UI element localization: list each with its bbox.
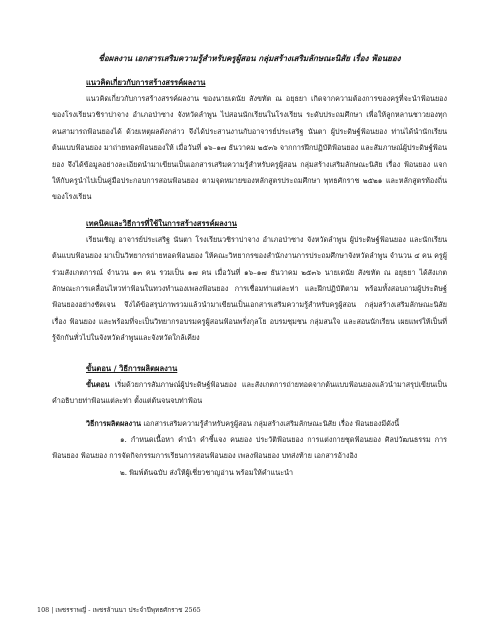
page-footer: 108 | เพชรราพญี่ - เพชรล้านนา ประจำปีพุทธศักราช 2565 bbox=[37, 606, 201, 614]
section-technique bbox=[52, 216, 447, 347]
section-heading-concept: แนวคิดเกี่ยวกับการสร้างสรรค์ผลงาน bbox=[86, 78, 206, 87]
section-steps bbox=[52, 361, 447, 481]
paragraph-technique: เรียนเชิญ อาจารย์ประเสริฐ นันตา โรงเรียนวชิราปาจาง อำเภอป่าซาง จังหวัดลำพูน ผู้ประดิษฐ์ฟ้อนยอง และนักเรียนต้นแบบฟ้อนยอง มาเป็นวิทยากรถ่ายทอดฟ้อนยอง ให้คณะวิทยากรของสำนักงานการประถมศึกษาจังหวัดลำพูน จำนวน ๔ คน ครูผู้ร่วมสังเกตการณ์ จำนวน ๑๓ คน รวมเป็น ๑๗ คน เมื่อวันที่ ๑๖–๑๗ ธันวาคม ๒๕๓๖ นายเดนัย สังขทัต ณ อยุธยา ได้สังเกตลักษณะการเคลื่อนไหวท่าฟ้อนในทวงทำนองเพลงฟ้อนยอง การเชื่อมท่าแต่ละท่า และฝึกปฏิบัติตาม พร้อมทั้งสอบถามผู้ประดิษฐ์ฟ้อนยองอย่างชัดเจน จึงได้ข้อสรุปภาพรวมแล้วนำมาเขียนเป็นเอกสารเสริมความรู้สำหรับครูผู้สอน กลุ่มสร้างเสริมลักษณะนิสัย เรื่อง ฟ้อนยอง และพร้อมที่จะเป็นวิทยากรอบรมครูผู้สอนฟ้อนพรั่งกุลโย อบรมชุมชน กลุ่มสนใจ และสอนนักเรียน เผยแพร่ให้เป็นที่รู้จักกันทั่วไปในจังหวัดลำพูนและจังหวัดใกล้เคียง bbox=[52, 234, 447, 343]
method-lead: วิธีการผลิตผลงาน bbox=[86, 418, 142, 428]
section-heading-technique: เทคนิคและวิธีการที่ใช้ในการสร้างสรรค์ผลงาน bbox=[86, 218, 237, 228]
document-content bbox=[52, 52, 447, 481]
steps-lead: ขั้นตอน bbox=[86, 379, 110, 389]
list-item: ๑. กำหนดเนื้อหา คำนำ คำชี้แจง คนยอง ประวัติฟ้อนยอง การแต่งกายชุดฟ้อนยอง ศิลปวัฒนธรรม การฟ้อนยอง ฟ้อนยอง การจัดกิจกรรมการเรียนการสอนฟ้อนยอง เพลงฟ้อนยอง บทส่งท้าย เอกสารอ้างอิง bbox=[52, 434, 447, 461]
steps-body: เริ่มด้วยการสัมภาษณ์ผู้ประดิษฐ์ฟ้อนยอง และสังเกตการถ่ายทอดจากต้นแบบฟ้อนยองแล้วนำมาสรุปเขียนเป็นคำอธิบายท่าฟ้อนแต่ละท่า ตั้งแต่ต้นจนจบท่าฟ้อน bbox=[52, 379, 447, 406]
paragraph-concept: แนวคิดเกี่ยวกับการสร้างสรรค์ผลงาน ของนายเดนัย สังขทัต ณ อยุธยา เกิดจากความต้องการของครูที่จะนำฟ้อนยองของโรงเรียนวชิราปาจาง อำเภอป่าซาง จังหวัดลำพูน ไปสอนนักเรียนในโรงเรียน ระดับประถมศึกษา เพื่อให้ลูกหลานชาวยองทุกคนสามารถฟ้อนยองได้ ด้วยเหตุผลดังกล่าว จึงได้ประสานงานกับอาจารย์ประเสริฐ นันตา ผู้ประดิษฐ์ฟ้อนยอง ท่านได้นำนักเรียนต้นแบบฟ้อนยอง มาถ่ายทอดฟ้อนยองให้ เมื่อวันที่ ๑๖–๑๗ ธันวาคม ๒๕๓๖ จากการฝึกปฏิบัติฟ้อนยอง และสัมภาษณ์ผู้ประดิษฐ์ฟ้อนยอง จึงได้ข้อมูลอย่างละเอียดนำมาเขียนเป็นเอกสารเสริมความรู้สำหรับครูผู้สอน กลุ่มสร้างเสริมลักษณะนิสัย เรื่อง ฟ้อนยอง แจกให้กับครูนำไปเป็นคู่มือประกอบการสอนฟ้อนยอง ตามจุดหมายของหลักสูตรประถมศึกษา พุทธศักราช ๒๕๒๑ และหลักสูตรท้องถิ่นของโรงเรียน bbox=[52, 94, 447, 202]
section-heading-steps bbox=[52, 361, 447, 377]
paragraph-method bbox=[52, 416, 447, 432]
document-title: ชื่อผลงาน เอกสารเสริมความรู้สำหรับครูผู้สอน กลุ่มสร้างเสริมลักษณะนิสัย เรื่อง ฟ้อนยอง bbox=[98, 53, 401, 63]
paragraph-steps bbox=[52, 377, 447, 410]
section-concept bbox=[52, 75, 447, 206]
method-body: เอกสารเสริมความรู้สำหรับครูผู้สอน กลุ่มสร้างเสริมลักษณะนิสัย เรื่อง ฟ้อนยองมีดังนี้ bbox=[141, 418, 400, 428]
list-item: ๒. พิมพ์ต้นฉบับ ส่งให้ผู้เชี่ยวชาญอ่าน พร้อมให้คำแนะนำ bbox=[120, 467, 294, 477]
section-heading-steps-text: ขั้นตอน / วิธีการผลิตผลงาน bbox=[86, 363, 178, 373]
